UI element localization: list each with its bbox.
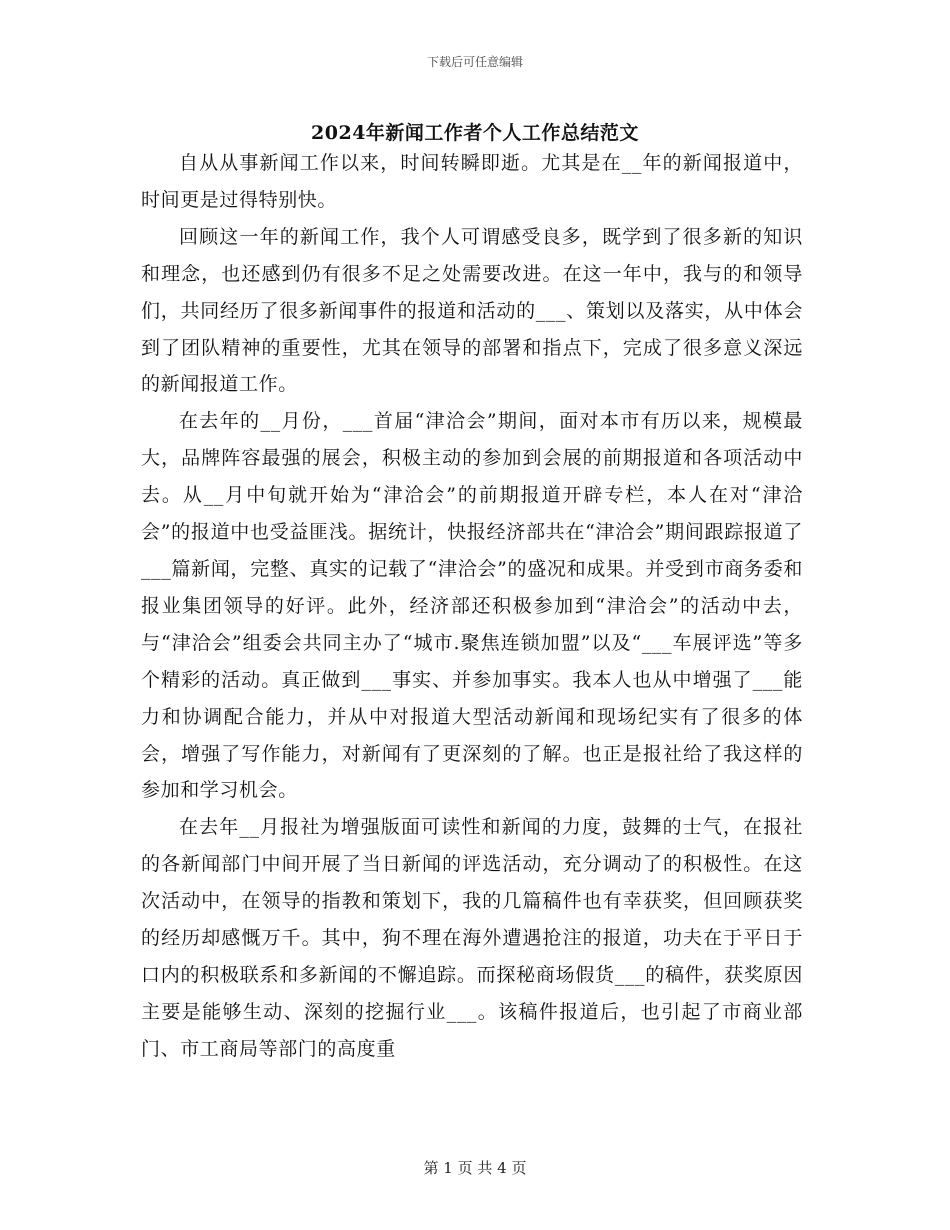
paragraph-3: 在去年的__月份，___首届“津洽会”期间，面对本市有历以来，规模最大，品牌阵容最强的展会，积极主动的参加到会展的前期报道和各项活动中去。从__月中旬就开始为“津洽会”的前期报道开辟专栏，本人在对“津洽会”的报道中也受益匪浅。据统计，快报经济部共在“津洽会”期间跟踪报道了___篇新闻，完整、真实的记载了“津洽会”的盛况和成果。并受到市商务委和报业集团领导的好评。此外，经济部还积极参加到“津洽会”的活动中去，与“津洽会”组委会共同主办了“城市.聚焦连锁加盟”以及“___车展评选”等多个精彩的活动。真正做到___事实、并参加事实。我本人也从中增强了___能力和协调配合能力，并从中对报道大型活动新闻和现场纪实有了很多的体会，增强了写作能力，对新闻有了更深刻的了解。也正是报社给了我这样的参加和学习机会。: [141, 410, 803, 802]
paragraph-4: 在去年__月报社为增强版面可读性和新闻的力度，鼓舞的士气，在报社的各新闻部门中间开展了当日新闻的评选活动，充分调动了的积极性。在这次活动中，在领导的指教和策划下，我的几篇稿件也有幸获奖，但回顾获奖的经历却感慨万千。其中，狗不理在海外遭遇抢注的报道，功夫在于平日于口内的积极联系和多新闻的不懈追踪。而探秘商场假货___的稿件，获奖原因主要是能够生动、深刻的挖掘行业___。该稿件报道后，也引起了市商业部门、市工商局等部门的高度重: [141, 816, 803, 1060]
document-body: [141, 145, 803, 1068]
paragraph-2: 回顾这一年的新闻工作，我个人可谓感受良多，既学到了很多新的知识和理念，也还感到仍有很多不足之处需要改进。在这一年中，我与的和领导们，共同经历了很多新闻事件的报道和活动的___、策划以及落实，从中体会到了团队精神的重要性，尤其在领导的部署和指点下，完成了很多意义深远的新闻报道工作。: [141, 225, 803, 396]
page-header-note: 下载后可任意编辑: [426, 55, 523, 69]
paragraph-1: 自从从事新闻工作以来，时间转瞬即逝。尤其是在__年的新闻报道中，时间更是过得特别快。: [141, 152, 803, 211]
document-title: 2024年新闻工作者个人工作总结范文: [311, 122, 639, 144]
page-number: 第 1 页 共 4 页: [423, 1159, 527, 1177]
